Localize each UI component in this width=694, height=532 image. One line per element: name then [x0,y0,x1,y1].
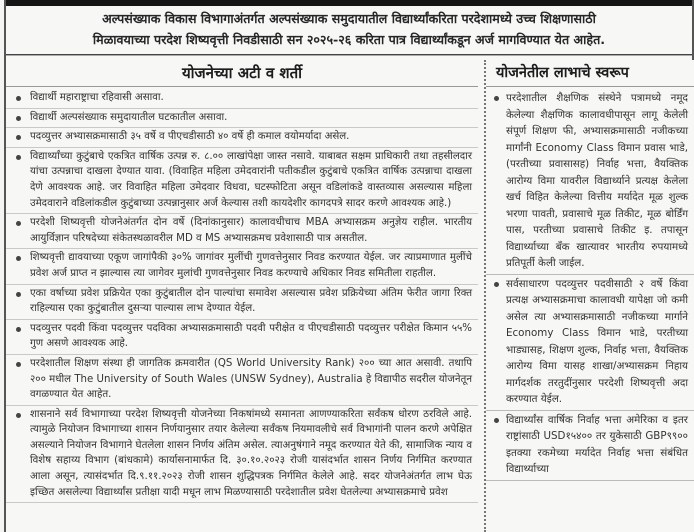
bullet-icon [16,327,21,332]
scholarship-notice [4,0,694,532]
top-banner-bar [6,0,692,6]
bullet-icon [494,418,499,423]
bullet-icon [16,256,21,261]
list-item: एका वर्षाच्या प्रवेश प्रक्रियेत एका कुटुंबातील दोन पाल्यांचा समावेश असल्यास प्रवेश प्रक्रियेच्या अंतिम फेरीत जागा रिक्त राहिल्यास एका कुटुंबातील दुसऱ्या पाल्यास लाभ देण्यात येईल. [6,285,478,320]
conditions-list [6,87,478,503]
benefits-title: योजनेतील लाभाचे स्वरूप [486,60,694,87]
list-item: परदेशी शिष्यवृत्ती योजनेअंतर्गत दोन वर्षे (दिनांकानुसार) कालावधीचाच MBA अभ्यासक्रम अनुज्ञेय राहील. भारतीय आयुर्विज्ञान परिषदेच्या संकेतस्थळावरील MD व MS अभ्यासक्रमच प्रवेशासाठी पात्र असतील. [6,214,478,249]
benefits-list [486,87,694,481]
list-item: पदव्युत्तर अभ्यासक्रमासाठी ३५ वर्षे व पीएचडीसाठी ४० वर्षे ही कमाल वयोमर्यादा असेल. [6,128,478,148]
bullet-icon [494,96,499,101]
bullet-icon [16,413,21,418]
list-item: परदेशातील शिक्षण संस्था ही जागतिक क्रमवारीत (QS World University Rank) २०० च्या आत असावी. तथापि २०० मधील The University of South Wales (UNSW Sydney), Australia हे विद्यापीठ सदरील योजनेतून वगळण्यात येत आहेत. [6,355,478,406]
list-item: शासनाने सर्व विभागाच्या परदेश शिष्यवृत्ती योजनेच्या निकषांमध्ये समानता आणण्याकरिता सर्वंकष धोरण ठरविले आहे. त्यामुळे नियोजन विभागाच्या शासन निर्णयानुसार तयार केलेल्या सर्वंकष नियमावलीचे सर्व विभागांनी पालन करणे अपेक्षित असल्याने नियोजन विभागाने घेतलेला शासन निर्णय अंतिम असेल. त्याअनुषंगाने नमूद करण्यात येते की, सामाजिक न्याय व विशेष सहाय्य विभाग (बांधकामे) कार्यासनामार्फत दि. ३०.१०.२०२३ रोजी यासंदर्भात शासन निर्णय निर्गमित करण्यात आला असून, त्यासंदर्भात दि.९.११.२०२३ रोजी शासन शुद्धिपत्रक निर्गमित केलेले आहे. सदर योजनेअंतर्गत लाभ घेऊ इच्छित असलेल्या विद्यार्थ्यांस प्रतीक्षा यादी मधून लाभ मिळण्यासाठी परदेशातील प्रवेश घेतलेल्या अभ्यासक्रमाचे प्रवेश [6,406,478,504]
intro-heading [6,8,692,52]
bullet-icon [16,362,21,367]
list-item: सर्वसाधारण पदव्युत्तर पदवीसाठी २ वर्षे किंवा प्रत्यक्ष अभ्यासक्रमाचा कालावधी यापेक्षा जो कमी असेल त्या अभ्यासक्रमासाठी नजीकच्या मार्गाने Economy Class विमान भाडे, परतीच्या भाड्यासह, शिक्षण शुल्क, निर्वाह भत्ता, वैयक्तिक आरोग्य विमा यासह शाखा/अभ्यासक्रम निहाय मार्गदर्शक तरतुदींनुसार परदेशी शिष्यवृत्ती अदा करण्यात येईल. [486,275,694,411]
list-item: विद्यार्थी महाराष्ट्राचा रहिवासी असावा. [6,89,478,109]
conditions-section [6,60,478,532]
divider [6,54,692,56]
intro-line-2: मिळावयाच्या परदेश शिष्यवृत्ती निवडीसाठी सन २०२५-२६ करिता पात्र विद्यार्थ्यांकडून अर्ज मागविण्यात येत आहेत. [92,32,606,47]
bullet-icon [16,116,21,121]
conditions-title: योजनेच्या अटी व शर्ती [6,60,478,87]
bullet-icon [16,221,21,226]
list-item: विद्यार्थी अल्पसंख्याक समुदायातील घटकातील असावा. [6,109,478,129]
bullet-icon [494,282,499,287]
list-item: विद्यार्थ्यांस वार्षिक निर्वाह भत्ता अमेरिका व इतर राष्ट्रांसाठी USD१५४०० तर युकेसाठी GBP९९०० इतक्या रकमेच्या मर्यादेत निर्वाह भत्ता संबंधित विद्यार्थ्याच्या [486,411,694,481]
list-item: पदव्युत्तर पदवी किंवा पदव्युत्तर पदविका अभ्यासक्रमासाठी पदवी परीक्षेत व पीएचडीसाठी पदव्युत्तर परीक्षेत किमान ५५% गुण असणे आवश्यक आहे. [6,320,478,355]
benefits-section [484,60,694,532]
bullet-icon [16,155,21,160]
list-item: परदेशातील शैक्षणिक संस्थेने पत्रामध्ये नमूद केलेल्या शैक्षणिक कालावधीपासून लागू केलेली संपूर्ण शिक्षण फी, अभ्यासक्रमासाठी नजीकच्या मार्गांनी Economy Class विमान प्रवास भाडे, (परतीच्या प्रवासासह) निर्वाह भत्ता, वैयक्तिक आरोग्य विमा यावरील विद्यार्थ्याने प्रत्यक्ष केलेला खर्च विहित केलेल्या वित्तीय मर्यादेत मूळ शुल्क भरणा पावती, प्रवासाचे मूळ तिकीट, मूळ बोर्डिंग पास, परतीच्या प्रवासाचे तिकीट इ. तपासून विद्यार्थ्याच्या बँक खात्यावर भारतीय रुपयामध्ये प्रतिपूर्ती केली जाईल. [486,89,694,275]
bullet-icon [16,135,21,140]
list-item: शिष्यवृत्ती द्यावयाच्या एकूण जागांपैकी ३०% जागांवर मुलींची गुणवत्तेनुसार निवड करण्यात येईल. जर त्याप्रमाणात मुलींचे प्रवेश अर्ज प्राप्त न झाल्यास त्या जागेवर मुलांची गुणवत्तेनुसार निवड करण्याचे अधिकार निवड समितीला राहतील. [6,249,478,284]
bullet-icon [16,96,21,101]
list-item: विद्यार्थ्यांच्या कुटुंबाचे एकत्रित वार्षिक उत्पन्न रु. ८.०० लाखांपेक्षा जास्त नसावे. याबाबत सक्षम प्राधिकारी तथा तहसीलदार यांचा उत्पन्नाचा दाखला देण्यात यावा. (विवाहित महिला उमेदवारांनी पतीकडील कुटुंबाचे एकत्रित वार्षिक उत्पन्नाचा दाखला देणे आवश्यक आहे. जर विवाहित महिला उमेदवार विधवा, घटस्फोटिता असून वडिलांकडे वास्तव्यास असल्यास महिला उमेदवाराने वडिलांकडील कुटुंबाच्या उत्पन्नानुसार अर्ज केल्यास तशी कायदेशीर कागदपत्रे सादर करणे आवश्यक आहे.) [6,148,478,214]
intro-line-1: अल्पसंख्याक विकास विभागाअंतर्गत अल्पसंख्याक समुदायातील विद्यार्थ्यांकरिता परदेशामध्ये उच्च शिक्षणासाठी [102,11,596,26]
bullet-icon [16,292,21,297]
